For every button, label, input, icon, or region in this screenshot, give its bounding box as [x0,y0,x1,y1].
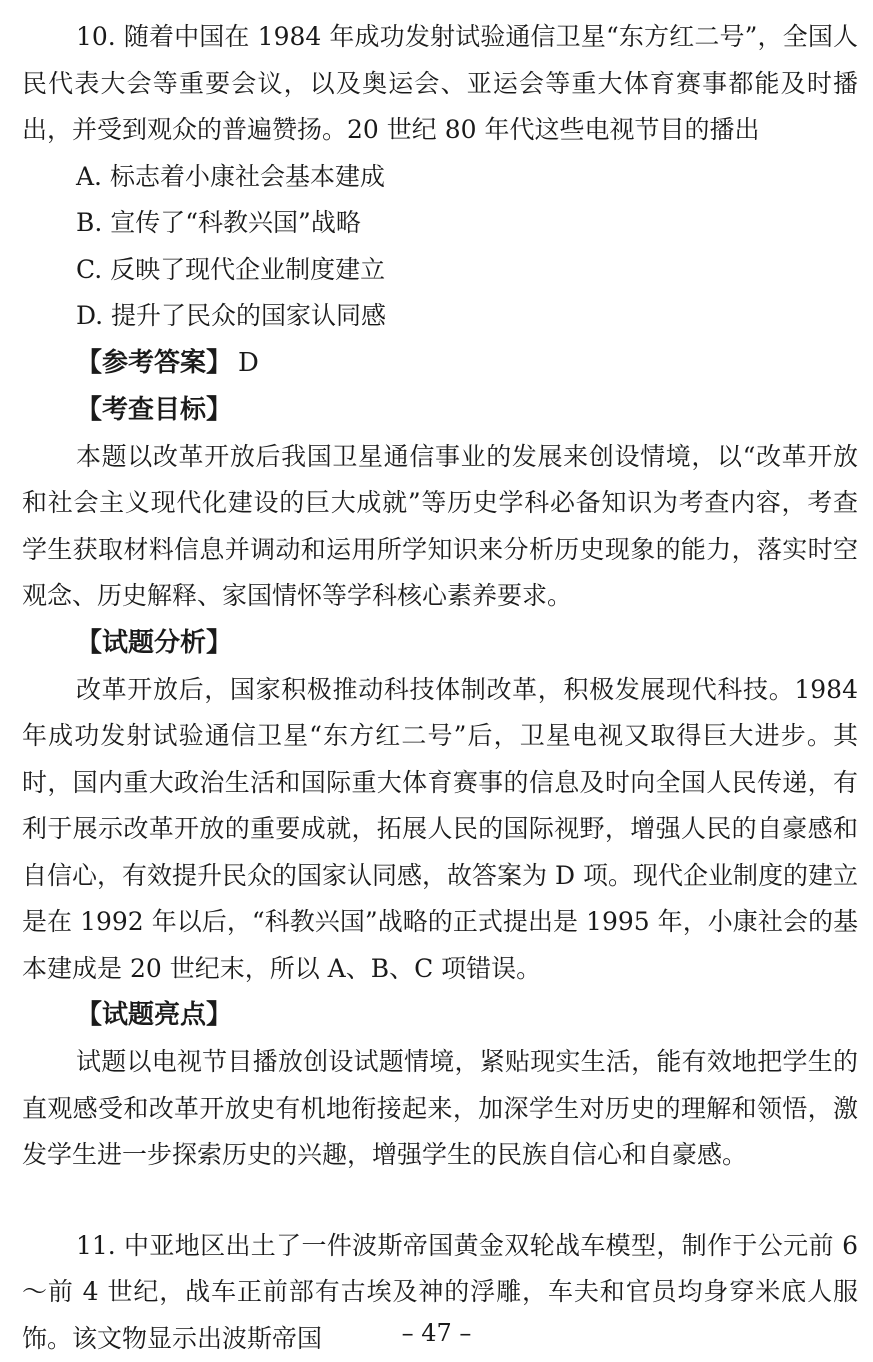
answer-heading: 【参考答案】 [76,348,232,378]
option-d: D. 提升了民众的国家认同感 [76,293,468,340]
question-spacer [22,1179,858,1223]
question-10-stem: 10. 随着中国在 1984 年成功发射试验通信卫星“东方红二号”，全国人民代表大会等重要会议，以及奥运会、亚运会等重大体育赛事都能及时播出，并受到观众的普遍赞扬。20 世纪 80 年代这些电视节目的播出 [22,14,858,154]
document-page [22,14,858,1362]
option-a: A. 标志着小康社会基本建成 [76,154,468,201]
analysis-heading: 【试题分析】 [22,620,858,667]
highlight-heading: 【试题亮点】 [22,992,858,1039]
answer-section [22,340,858,387]
objective-text: 本题以改革开放后我国卫星通信事业的发展来创设情境，以“改革开放和社会主义现代化建设的巨大成就”等历史学科必备知识为考查内容，考查学生获取材料信息并调动和运用所学知识来分析历史现象的能力，落实时空观念、历史解释、家国情怀等学科核心素养要求。 [22,434,858,620]
answer-value: D [238,348,259,378]
highlight-text: 试题以电视节目播放创设试题情境，紧贴现实生活，能有效地把学生的直观感受和改革开放史有机地衔接起来，加深学生对历史的理解和领悟，激发学生进一步探索历史的兴趣，增强学生的民族自信心和自豪感。 [22,1039,858,1179]
question-11-stem: 11. 中亚地区出土了一件波斯帝国黄金双轮战车模型，制作于公元前 6 ～前 4 世纪，战车正前部有古埃及神的浮雕，车夫和官员均身穿米底人服饰。该文物显示出波斯帝国 [22,1223,858,1362]
option-c: C. 反映了现代企业制度建立 [76,247,468,294]
analysis-text: 改革开放后，国家积极推动科技体制改革，积极发展现代科技。1984 年成功发射试验通信卫星“东方红二号”后，卫星电视又取得巨大进步。其时，国内重大政治生活和国际重大体育赛事的信息及时向全国人民传递，有利于展示改革开放的重要成就，拓展人民的国际视野，增强人民的自豪感和自信心，有效提升民众的国家认同感，故答案为 D 项。现代企业制度的建立是在 1992 年以后，“科教兴国”战略的正式提出是 1995 年，小康社会的基本建成是 20 世纪末，所以 A、B、C 项错误。 [22,667,858,993]
option-b: B. 宣传了“科教兴国”战略 [76,200,468,247]
question-10-options [22,154,858,340]
objective-heading: 【考查目标】 [22,387,858,434]
page-number: – 47 – [0,1318,873,1348]
